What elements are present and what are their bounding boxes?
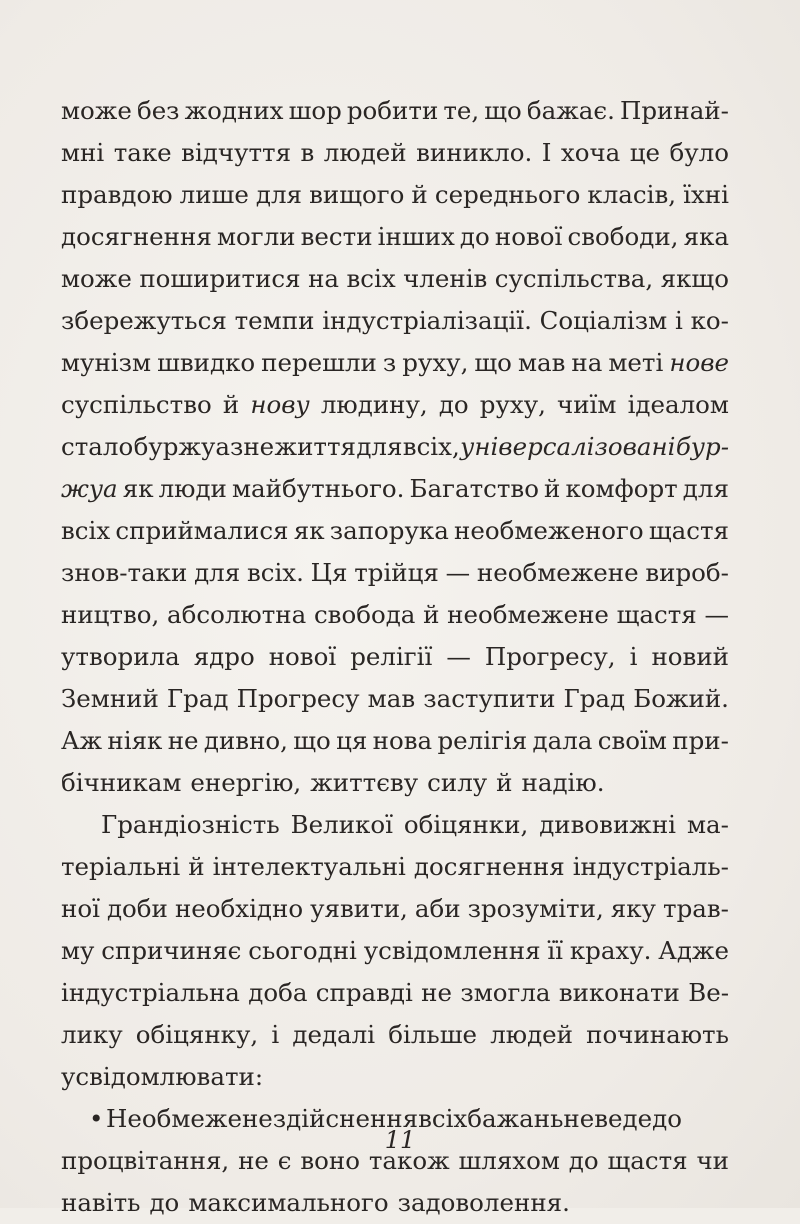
word: її — [547, 936, 564, 965]
word: що — [484, 96, 522, 125]
word: Багатство — [409, 474, 539, 503]
word: Ця — [310, 558, 348, 587]
word: при- — [672, 726, 729, 755]
word: веде — [594, 1104, 653, 1133]
word: для — [682, 474, 729, 503]
word: не — [563, 1104, 595, 1133]
word: людину, — [320, 390, 428, 419]
word: чиїм — [557, 390, 617, 419]
word: Прогресу, — [484, 642, 616, 671]
word: до — [438, 390, 469, 419]
word: на — [571, 348, 603, 377]
word: робити — [346, 96, 439, 125]
word: Принай- — [619, 96, 729, 125]
word: як — [293, 516, 325, 545]
word: що — [474, 348, 512, 377]
word: людей — [490, 1020, 573, 1049]
word: му — [61, 936, 95, 965]
word: уявити, — [310, 894, 408, 923]
word: життєву — [310, 768, 419, 797]
word: було — [669, 138, 729, 167]
word: й — [188, 852, 205, 881]
text-line — [61, 972, 729, 1014]
word: Град — [563, 684, 626, 713]
word: вироб- — [645, 558, 729, 587]
word: лику — [61, 1020, 123, 1049]
word: правдою — [61, 180, 173, 209]
word: меті — [608, 348, 664, 377]
word: нову — [250, 390, 310, 419]
word: щастя — [607, 1146, 688, 1175]
word: шляхом — [458, 1146, 560, 1175]
word: й — [222, 390, 240, 419]
word: воно — [300, 1146, 360, 1175]
text-line — [61, 132, 729, 174]
text-line — [61, 636, 729, 678]
word: задоволення. — [397, 1188, 570, 1217]
word: перешли — [261, 348, 377, 377]
word: класів, — [587, 180, 677, 209]
word: темпи — [234, 306, 315, 335]
word: бічникам — [61, 768, 182, 797]
word: необмежене — [476, 558, 639, 587]
text-line — [61, 468, 729, 510]
word: вести — [300, 222, 373, 251]
word: необхідно — [174, 894, 304, 923]
word: з — [382, 348, 397, 377]
word: щастя — [616, 600, 697, 629]
text-line — [61, 258, 729, 300]
word: індустріаль- — [572, 852, 729, 881]
text-line — [61, 552, 729, 594]
word: ідеалом — [627, 390, 729, 419]
word: енергію, — [190, 768, 302, 797]
word: виникло. — [416, 138, 533, 167]
word: до — [568, 1146, 599, 1175]
word: дивно, — [203, 726, 288, 755]
word: ніяк — [107, 726, 163, 755]
word: для — [194, 558, 241, 587]
word: Божий. — [633, 684, 729, 713]
word: і — [271, 1020, 280, 1049]
word: середнього — [434, 180, 581, 209]
word: до — [149, 1188, 180, 1217]
word: мні — [61, 138, 105, 167]
word: всіх — [418, 1104, 468, 1133]
word: ної — [61, 894, 100, 923]
word: свобода — [313, 600, 416, 629]
word: хоча — [560, 138, 621, 167]
word: руху, — [402, 348, 469, 377]
text-line — [61, 300, 729, 342]
word: інтелектуальні — [212, 852, 406, 881]
word: теріальні — [61, 852, 181, 881]
word: необмежене — [447, 600, 609, 629]
word: всіх. — [246, 558, 304, 587]
word: вищого — [309, 180, 405, 209]
word: справді — [315, 978, 413, 1007]
word: силу — [427, 768, 488, 797]
word: швидко — [157, 348, 256, 377]
text-line — [61, 1182, 729, 1224]
word: знов-таки — [61, 558, 188, 587]
word: таке — [113, 138, 172, 167]
word: дала — [532, 726, 593, 755]
word: руху, — [479, 390, 546, 419]
word: і — [674, 306, 683, 335]
body-text — [61, 90, 729, 1224]
word: релігія — [437, 726, 528, 755]
word: дедалі — [292, 1020, 376, 1049]
word: Прогресу — [236, 684, 360, 713]
text-line — [61, 1056, 729, 1098]
word: усвідомлення — [363, 936, 541, 965]
text-line — [61, 384, 729, 426]
word: комфорт — [565, 474, 678, 503]
word: досягнення — [61, 222, 212, 251]
word: дивовижні — [539, 810, 677, 839]
word: краху. — [569, 936, 652, 965]
text-line — [61, 930, 729, 972]
text-line — [61, 342, 729, 384]
word: ництво, — [61, 600, 160, 629]
word: запорука — [329, 516, 449, 545]
word: максимального — [188, 1188, 389, 1217]
word: членів — [403, 264, 488, 293]
word: релігії — [350, 642, 433, 671]
word: необмеженого — [454, 516, 644, 545]
word: універсалізовані — [460, 432, 676, 461]
word: жодних — [184, 96, 284, 125]
word: поширитися — [139, 264, 301, 293]
word: і — [629, 642, 638, 671]
word: нової — [268, 642, 337, 671]
word: є — [277, 1146, 292, 1175]
word: трав- — [663, 894, 729, 923]
word: для — [356, 432, 403, 461]
word: — — [446, 642, 471, 671]
word: надію. — [521, 768, 605, 797]
word: індустріальна — [61, 978, 240, 1007]
text-line — [61, 678, 729, 720]
word: більше — [388, 1020, 478, 1049]
word: Необмежене — [106, 1104, 273, 1133]
word: й — [544, 474, 561, 503]
word: своїм — [597, 726, 667, 755]
word: ко- — [690, 306, 729, 335]
word: мунізм — [61, 348, 152, 377]
word: — — [445, 558, 471, 587]
page-number: 11 — [384, 1126, 416, 1154]
word: абсолютна — [167, 600, 307, 629]
word: досягнення — [413, 852, 565, 881]
word: й — [423, 600, 440, 629]
word: обіцянки, — [403, 810, 529, 839]
word: також — [368, 1146, 450, 1175]
word: може — [61, 96, 132, 125]
word: доба — [248, 978, 308, 1007]
word: щастя — [648, 516, 729, 545]
word: Аж — [61, 726, 103, 755]
word: усвідомлювати: — [61, 1062, 264, 1091]
word: ця — [336, 726, 368, 755]
word: яку — [610, 894, 656, 923]
word: чи — [696, 1146, 729, 1175]
word: свободи, — [567, 222, 679, 251]
word: починають — [586, 1020, 729, 1049]
text-line — [61, 216, 729, 258]
word: Земний — [61, 684, 159, 713]
word: трійця — [354, 558, 439, 587]
word: мав — [367, 684, 416, 713]
word: як — [122, 474, 154, 503]
word: й — [496, 768, 513, 797]
word: здійснення — [272, 1104, 419, 1133]
word: могли — [216, 222, 296, 251]
text-line — [61, 90, 729, 132]
word: Град — [166, 684, 229, 713]
text-line — [61, 426, 729, 468]
word: зрозуміти, — [467, 894, 604, 923]
word: доби — [106, 894, 168, 923]
word: майбутнього. — [231, 474, 405, 503]
text-line — [61, 174, 729, 216]
text-line — [61, 510, 729, 552]
word: відчуття — [181, 138, 292, 167]
word: суспільство — [61, 390, 212, 419]
word: Грандіозність — [101, 810, 280, 839]
word: люди — [158, 474, 227, 503]
word: шор — [288, 96, 342, 125]
word: стало — [61, 432, 134, 461]
text-line — [61, 804, 729, 846]
word: навіть — [61, 1188, 141, 1217]
word: всіх, — [402, 432, 460, 461]
word: сприймалися — [115, 516, 289, 545]
word: й — [411, 180, 428, 209]
word: те, — [443, 96, 480, 125]
word: всіх — [346, 264, 396, 293]
word: Великої — [290, 810, 393, 839]
word: всіх — [61, 516, 111, 545]
word: Адже — [658, 936, 729, 965]
text-line — [61, 1014, 729, 1056]
word: І — [541, 138, 552, 167]
word: збережуться — [61, 306, 227, 335]
word: ядро — [193, 642, 255, 671]
word: не — [421, 978, 452, 1007]
text-line — [61, 846, 729, 888]
word: життя — [274, 432, 356, 461]
word: якщо — [660, 264, 729, 293]
word: людей — [323, 138, 407, 167]
word: інших — [377, 222, 455, 251]
word: їхні — [683, 180, 729, 209]
word: жуа — [61, 474, 118, 503]
word: для — [255, 180, 303, 209]
word: Соціалізм — [539, 306, 668, 335]
word: нової — [494, 222, 563, 251]
text-line — [61, 720, 729, 762]
word: нова — [372, 726, 433, 755]
word: виконати — [558, 978, 680, 1007]
word: без — [136, 96, 180, 125]
word: спричиняє — [101, 936, 242, 965]
word: в — [300, 138, 315, 167]
word: заступити — [423, 684, 556, 713]
word: не — [238, 1146, 269, 1175]
word: нове — [669, 348, 729, 377]
word: утворила — [61, 642, 180, 671]
word: до — [652, 1104, 682, 1133]
word: бажає. — [526, 96, 615, 125]
word: процвітання, — [61, 1146, 230, 1175]
word: може — [61, 264, 132, 293]
word: — — [704, 600, 729, 629]
word: індустріалізації. — [322, 306, 532, 335]
word: обіцянку, — [135, 1020, 259, 1049]
word: Ве- — [688, 978, 729, 1007]
word: це — [629, 138, 661, 167]
word: мав — [517, 348, 566, 377]
word: яка — [683, 222, 729, 251]
word: не — [167, 726, 199, 755]
text-line — [61, 888, 729, 930]
word: бур- — [675, 432, 729, 461]
word: що — [293, 726, 331, 755]
word: аби — [414, 894, 461, 923]
word: суспільства, — [494, 264, 654, 293]
text-line — [61, 594, 729, 636]
word: сьогодні — [248, 936, 357, 965]
word: до — [459, 222, 490, 251]
bullet-marker: • — [89, 1104, 104, 1133]
word: новий — [651, 642, 729, 671]
text-line — [61, 762, 729, 804]
word: буржуазне — [133, 432, 275, 461]
word: бажань — [467, 1104, 564, 1133]
word: на — [308, 264, 339, 293]
word: лише — [179, 180, 249, 209]
word: змогла — [460, 978, 551, 1007]
word: ма- — [687, 810, 729, 839]
